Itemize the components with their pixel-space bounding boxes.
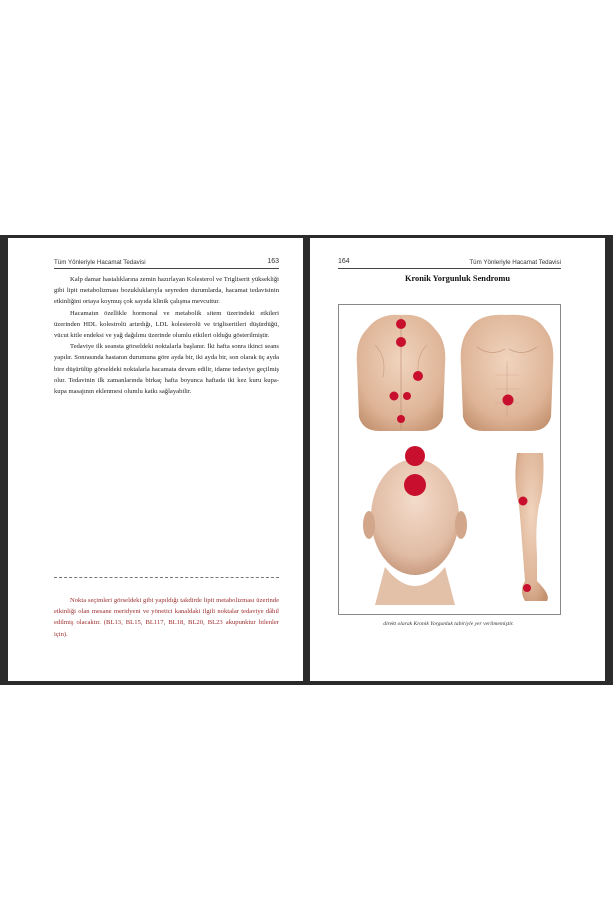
acupoint-marker xyxy=(404,474,426,496)
back-torso-figure xyxy=(357,315,446,431)
page-164 xyxy=(310,238,605,681)
acupoint-marker xyxy=(390,392,399,401)
acupoint-marker xyxy=(519,497,528,506)
running-title: Tüm Yönleriyle Hacamat Tedavisi xyxy=(54,259,146,266)
acupoint-marker xyxy=(413,371,423,381)
running-header xyxy=(338,259,561,269)
acupoint-marker xyxy=(405,446,425,466)
page-number: 163 xyxy=(267,258,279,265)
acupoint-marker xyxy=(396,319,406,329)
running-header xyxy=(54,259,279,269)
leg-figure xyxy=(515,453,547,601)
figure-caption: direkt olarak Kronik Yorgunluk tabiriyle yer verilmemiştir. xyxy=(383,621,514,627)
page-163 xyxy=(8,238,303,681)
paragraph: Hacamatın özellikle hormonal ve metabolik sitem üzerindeki etkileri üzerinden HDL kolestrolü artırdığı, LDL kolesterolü ve trigliseritleri düşürdüğü, vücut kitle endeksi ve yağ dağılımı üzerinde olumlu etkileri olduğu gösterilmiştir. xyxy=(54,309,279,340)
footnote-divider xyxy=(54,577,279,578)
acupoint-marker xyxy=(396,337,406,347)
acupoint-figure xyxy=(338,304,561,615)
paragraph: Kalp damar hastalıklarına zemin hazırlayan Kolesterol ve Trigliserit yüksekliği gibi lipit metabolizması bozukluklarıyla seyreden durumlarda, hacamat tedavisinin etkinliğini ortaya koymuş çok sayıda klinik çalışma mevcuttur. xyxy=(54,276,279,306)
front-torso-figure xyxy=(461,315,554,431)
acupoint-marker xyxy=(397,415,405,423)
page-number: 164 xyxy=(338,258,350,265)
acupoint-marker xyxy=(403,392,411,400)
head-back-figure xyxy=(363,446,467,605)
book-spread xyxy=(0,235,613,685)
section-title: Kronik Yorgunluk Sendromu xyxy=(404,274,511,283)
running-title: Tüm Yönleriyle Hacamat Tedavisi xyxy=(469,259,561,266)
acupoint-marker xyxy=(523,584,531,592)
footnote-text: Nokta seçimleri görseldeki gibi yapıldığı takdirde lipit metabolizması üzerinde etkinliği olan mesane meridyeni ve yönetici kanaldaki ilgili noktalar tedaviye dâhil edilmiş olacaktır. (BL13, BL15, BL117, BL18, BL20, BL23 akupunktur bilenler için). xyxy=(54,597,279,638)
paragraph: Tedaviye ilk seansta görseldeki noktalarla başlanır. İki hafta sonra ikinci seans yapılır. Sonrasında hastanın durumuna göre ayda bir, iki ayda bir, son olarak üç ayda bire düşürülüp görseldeki noktalarla hacamata devam edilir, idame tedaviye geçilmiş olur. Tedavinin ilk zamanlarında birkaç hafta boyunca haftada iki kez kuru kupa-kupa masajının eklenmesi olumlu katkı sağlayabilir. xyxy=(54,343,279,396)
acupoint-marker xyxy=(503,395,514,406)
acupoint-illustration xyxy=(339,305,560,614)
body-text xyxy=(54,274,279,397)
